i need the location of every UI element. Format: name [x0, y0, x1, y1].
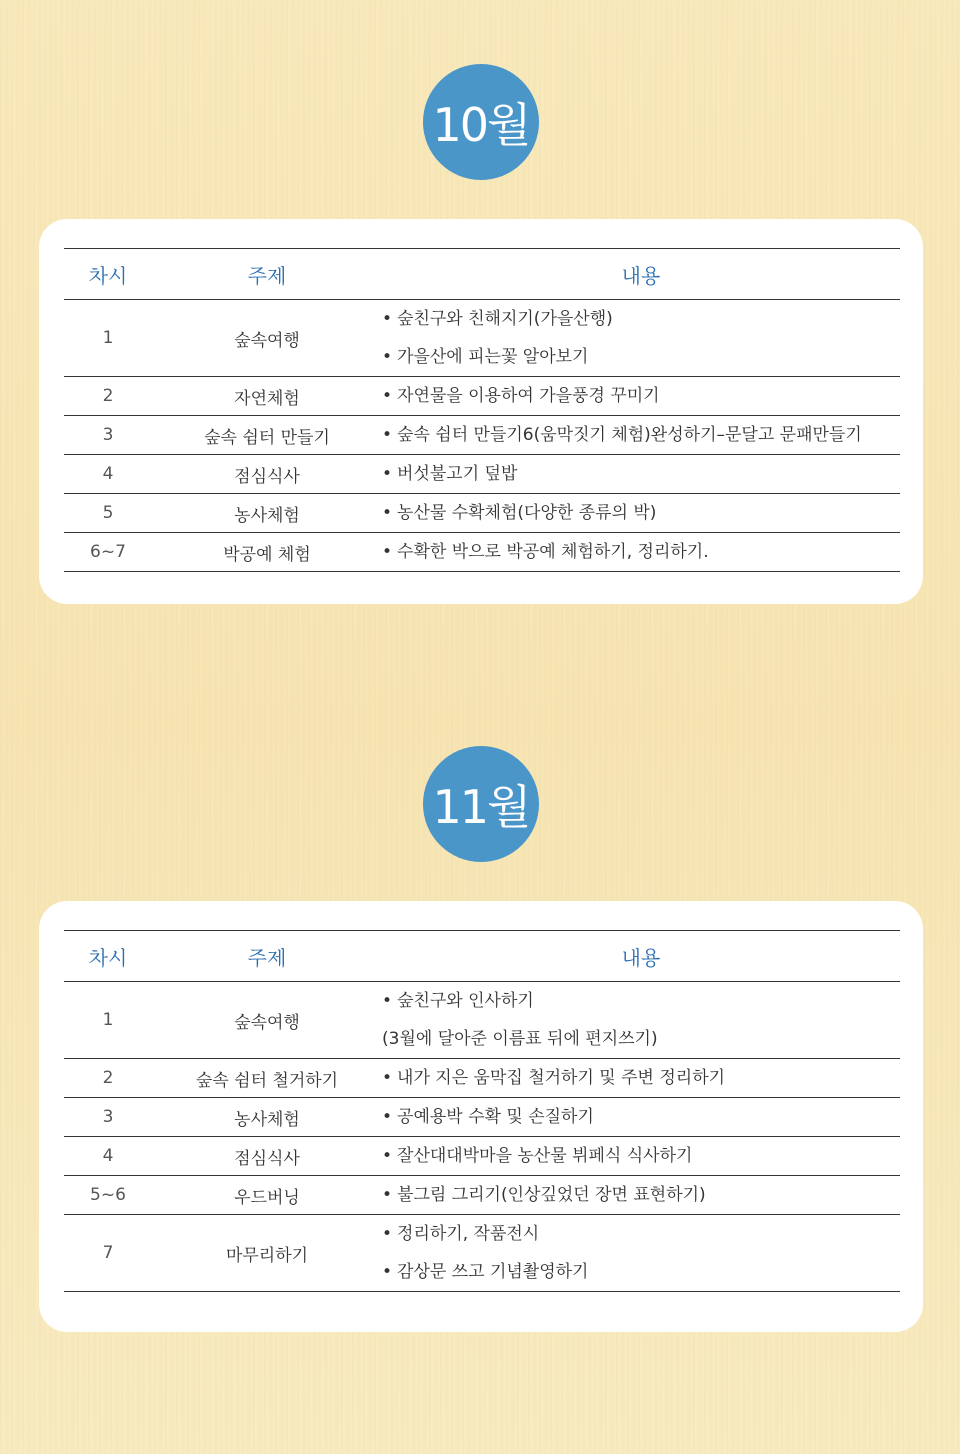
- session-number: 4: [64, 1137, 152, 1176]
- content-line: • 버섯불고기 덮밥: [382, 455, 900, 493]
- session-content: [382, 416, 900, 455]
- session-number: 1: [64, 982, 152, 1059]
- content-line: • 감상문 쓰고 기념촬영하기: [382, 1253, 900, 1291]
- session-number: 4: [64, 455, 152, 494]
- schedule-table: [64, 930, 900, 1292]
- content-line: • 정리하기, 작품전시: [382, 1215, 900, 1253]
- month-title: 11월: [432, 780, 530, 834]
- session-content: [382, 533, 900, 572]
- content-line: • 숲친구와 인사하기: [382, 982, 900, 1020]
- session-topic: 자연체험: [152, 377, 382, 416]
- month-badge-november: [423, 746, 539, 862]
- session-number: 5: [64, 494, 152, 533]
- session-topic: 숲속여행: [152, 982, 382, 1059]
- table-header-row: [64, 249, 900, 300]
- session-topic: 숲속 쉼터 만들기: [152, 416, 382, 455]
- content-line: • 내가 지은 움막집 철거하기 및 주변 정리하기: [382, 1059, 900, 1097]
- schedule-table: [64, 248, 900, 572]
- content-line: (3월에 달아준 이름표 뒤에 편지쓰기): [382, 1029, 658, 1049]
- content-line: • 가을산에 피는꽃 알아보기: [382, 338, 900, 376]
- session-content: [382, 1215, 900, 1292]
- table-row: [64, 300, 900, 377]
- table-row: [64, 416, 900, 455]
- session-content: [382, 300, 900, 377]
- header-session: 차시: [64, 931, 152, 982]
- table-header-row: [64, 931, 900, 982]
- session-number: 2: [64, 377, 152, 416]
- session-content: [382, 982, 900, 1059]
- content-line: • 공예용박 수확 및 손질하기: [382, 1098, 900, 1136]
- session-content: [382, 1176, 900, 1215]
- header-topic: 주제: [152, 931, 382, 982]
- table-row: [64, 494, 900, 533]
- session-topic: 우드버닝: [152, 1176, 382, 1215]
- table-row: [64, 1137, 900, 1176]
- table-row: [64, 533, 900, 572]
- session-number: 3: [64, 1098, 152, 1137]
- session-topic: 농사체험: [152, 1098, 382, 1137]
- month-badge-october: [423, 64, 539, 180]
- session-topic: 숲속 쉼터 철거하기: [152, 1059, 382, 1098]
- session-topic: 점심식사: [152, 1137, 382, 1176]
- session-topic: 마무리하기: [152, 1215, 382, 1292]
- content-line: • 수확한 박으로 박공예 체험하기, 정리하기.: [382, 533, 900, 571]
- session-content: [382, 1098, 900, 1137]
- content-line: • 농산물 수확체험(다양한 종류의 박): [382, 494, 900, 532]
- content-line: • 숲친구와 친해지기(가을산행): [382, 300, 900, 338]
- session-content: [382, 377, 900, 416]
- header-session: 차시: [64, 249, 152, 300]
- session-topic: 박공예 체험: [152, 533, 382, 572]
- session-number: 3: [64, 416, 152, 455]
- header-content: 내용: [382, 931, 900, 982]
- session-number: 1: [64, 300, 152, 377]
- content-line: • 숲속 쉼터 만들기6(움막짓기 체험)완성하기–문달고 문패만들기: [382, 416, 900, 454]
- schedule-card-october: [39, 219, 923, 604]
- content-line: • 불그림 그리기(인상깊었던 장면 표현하기): [382, 1176, 900, 1214]
- table-row: [64, 1215, 900, 1292]
- session-number: 5~6: [64, 1176, 152, 1215]
- header-content: 내용: [382, 249, 900, 300]
- table-row: [64, 1059, 900, 1098]
- session-number: 7: [64, 1215, 152, 1292]
- session-topic: 농사체험: [152, 494, 382, 533]
- session-number: 6~7: [64, 533, 152, 572]
- month-title: 10월: [432, 98, 530, 152]
- table-row: [64, 455, 900, 494]
- table-row: [64, 982, 900, 1059]
- session-content: [382, 1059, 900, 1098]
- session-content: [382, 455, 900, 494]
- session-number: 2: [64, 1059, 152, 1098]
- session-content: [382, 494, 900, 533]
- table-row: [64, 1098, 900, 1137]
- table-row: [64, 1176, 900, 1215]
- schedule-card-november: [39, 901, 923, 1332]
- session-topic: 점심식사: [152, 455, 382, 494]
- header-topic: 주제: [152, 249, 382, 300]
- session-topic: 숲속여행: [152, 300, 382, 377]
- content-line: • 자연물을 이용하여 가을풍경 꾸미기: [382, 377, 900, 415]
- session-content: [382, 1137, 900, 1176]
- content-line: • 잘산대대박마을 농산물 뷔페식 식사하기: [382, 1137, 900, 1175]
- table-row: [64, 377, 900, 416]
